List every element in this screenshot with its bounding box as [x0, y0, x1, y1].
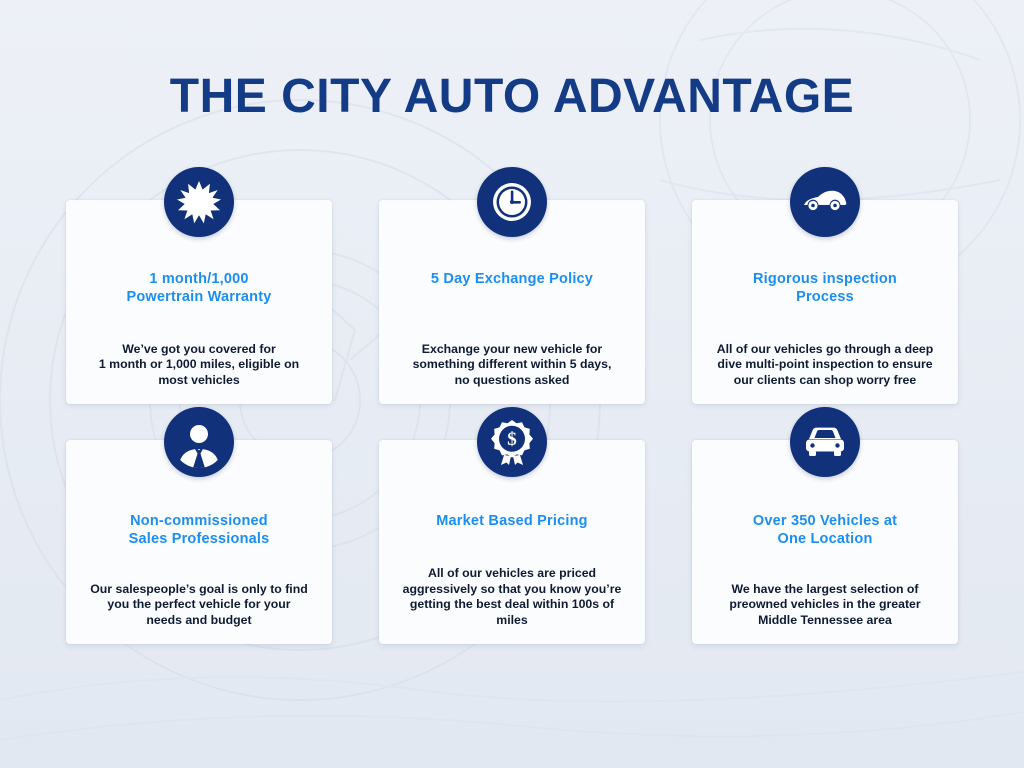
card-body-line3: no questions asked — [454, 372, 570, 387]
card-body-line2: 1 month or 1,000 miles, eligible on — [98, 357, 300, 371]
card-body-line1: Exchange your new vehicle for — [421, 341, 603, 356]
advantage-card — [692, 440, 958, 644]
price-badge-icon — [477, 407, 547, 477]
starburst-icon — [164, 167, 234, 237]
card-heading — [710, 512, 940, 548]
car-front-icon — [790, 407, 860, 477]
salesperson-icon — [164, 407, 234, 477]
card-heading — [710, 270, 940, 306]
card-body-line3: needs and budget — [146, 612, 252, 627]
page-title: THE CITY AUTO ADVANTAGE — [169, 70, 855, 123]
card-body — [80, 582, 318, 629]
svg-text:$: $ — [507, 429, 517, 450]
card-body-line1: Our salespeople’s goal is only to find — [90, 581, 308, 596]
advantage-card — [66, 440, 332, 644]
card-heading-line2: Sales Professionals — [128, 531, 270, 547]
card-body-line3: most vehicles — [158, 372, 240, 387]
card-body — [706, 582, 944, 629]
card-body-line3: our clients can shop worry free — [733, 372, 917, 387]
clock-icon — [477, 167, 547, 237]
card-body-line2: you the perfect vehicle for your — [107, 597, 291, 611]
card-heading-line1: Market Based Pricing — [436, 513, 588, 529]
card-heading-line2: Powertrain Warranty — [126, 289, 272, 305]
card-heading-line1: Over 350 Vehicles at — [752, 513, 898, 529]
card-heading — [397, 270, 627, 288]
card-body — [706, 342, 944, 389]
card-body-line3: getting the best deal within 100s of miles — [409, 597, 615, 627]
card-heading-line2: One Location — [777, 531, 873, 547]
card-body-line1: We’ve got you covered for — [122, 341, 276, 356]
card-heading-line1: Non-commissioned — [130, 513, 268, 529]
advantage-card — [692, 200, 958, 404]
card-body-line2: dive multi-point inspection to ensure — [717, 357, 933, 371]
advantage-card — [379, 429, 645, 644]
card-body-line1: All of our vehicles go through a deep — [716, 341, 934, 356]
card-body — [393, 342, 631, 389]
card-heading-line1: 5 Day Exchange Policy — [430, 271, 594, 287]
card-body-line1: All of our vehicles are priced — [427, 566, 597, 580]
card-body-line2: aggressively so that you know you’re — [402, 581, 622, 596]
card-body-line3: Middle Tennessee area — [758, 612, 892, 627]
advantage-card-grid — [66, 200, 958, 644]
card-heading — [84, 270, 314, 306]
card-body-line2: preowned vehicles in the greater — [729, 597, 921, 611]
advantage-card — [66, 200, 332, 404]
card-heading-line1: Rigorous inspection — [753, 271, 897, 287]
card-heading — [397, 512, 627, 530]
sports-car-icon — [790, 167, 860, 237]
card-body-line1: We have the largest selection of — [731, 581, 919, 596]
card-body — [393, 566, 631, 628]
card-body — [80, 342, 318, 389]
card-body-line2: something different within 5 days, — [412, 357, 612, 371]
card-heading-line1: 1 month/1,000 — [149, 271, 249, 287]
advantage-card — [379, 200, 645, 404]
card-heading — [84, 512, 314, 548]
card-heading-line2: Process — [796, 289, 854, 305]
